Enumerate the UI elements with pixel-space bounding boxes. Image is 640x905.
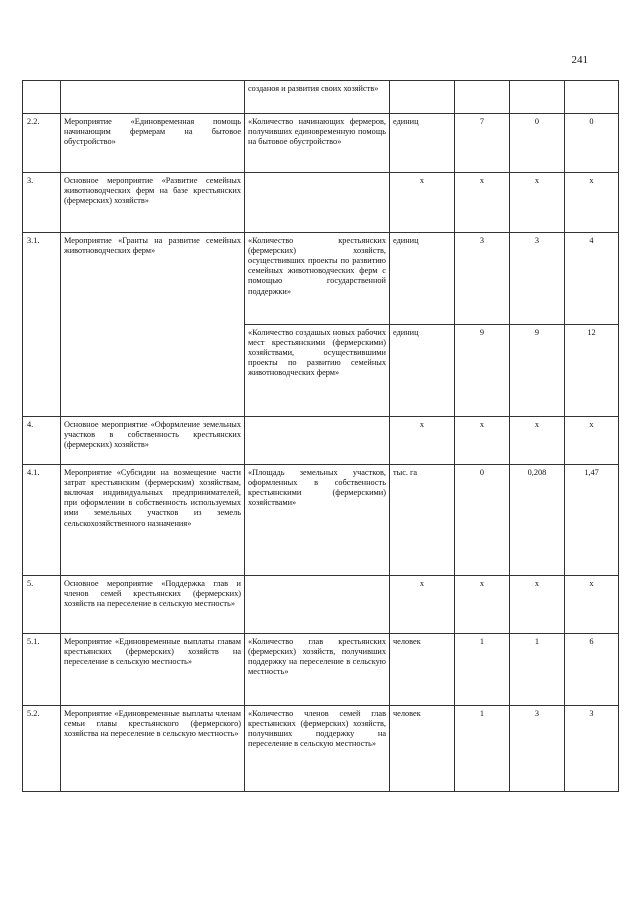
value-cell: х xyxy=(510,173,565,233)
table-row xyxy=(23,634,619,706)
indicator-text xyxy=(245,417,390,465)
unit-cell: х xyxy=(390,576,455,634)
table-row xyxy=(23,706,619,792)
page-number: 241 xyxy=(571,54,588,66)
value-cell: 1 xyxy=(510,634,565,706)
value-cell: 0 xyxy=(510,114,565,173)
value-cell: х xyxy=(455,576,510,634)
value-cell: 1 xyxy=(455,634,510,706)
table-row xyxy=(23,173,619,233)
measures-table xyxy=(22,80,619,792)
value-cell xyxy=(455,81,510,114)
unit-cell: человек xyxy=(390,634,455,706)
row-number: 3. xyxy=(23,173,61,233)
unit-cell xyxy=(390,81,455,114)
unit-cell: единиц xyxy=(390,233,455,325)
value-cell: х xyxy=(510,417,565,465)
value-cell: 3 xyxy=(565,706,619,792)
value-cell: 6 xyxy=(565,634,619,706)
value-cell: 3 xyxy=(510,233,565,325)
value-cell: 1,47 xyxy=(565,465,619,576)
value-cell: 4 xyxy=(565,233,619,325)
value-cell: х xyxy=(565,417,619,465)
indicator-text: «Количество глав крестьянских (фермерских) хозяйств, получивших поддержку на переселение в сельскую местность» xyxy=(245,634,390,706)
indicator-text: «Количество членов семей глав крестьянских (фермерских) хозяйств, получивших поддержку на переселение в сельскую местность» xyxy=(245,706,390,792)
table-row xyxy=(23,465,619,576)
measure-name: Мероприятие «Единовременные выплаты главам крестьянских (фермерских) хозяйств на переселение в сельскую местность» xyxy=(61,634,245,706)
value-cell xyxy=(510,81,565,114)
value-cell: 0 xyxy=(455,465,510,576)
value-cell xyxy=(565,81,619,114)
row-number xyxy=(23,81,61,114)
row-number: 5.1. xyxy=(23,634,61,706)
indicator-text: «Площадь земельных участков, оформленных в собственность крестьянскими (фермерскими) хозяйствами» xyxy=(245,465,390,576)
measure-name: Мероприятие «Гранты на развитие семейных животноводческих ферм» xyxy=(61,233,245,417)
value-cell: 0 xyxy=(565,114,619,173)
unit-cell: единиц xyxy=(390,114,455,173)
table-row xyxy=(23,576,619,634)
value-cell: х xyxy=(455,417,510,465)
indicator-text: «Количество начинающих фермеров, получивших единовременную помощь на бытовое обустройство» xyxy=(245,114,390,173)
value-cell: 9 xyxy=(510,325,565,417)
measure-name: Основное мероприятие «Оформление земельных участков в собственность крестьянских (фермерских) хозяйств» xyxy=(61,417,245,465)
value-cell: 9 xyxy=(455,325,510,417)
indicator-text xyxy=(245,173,390,233)
row-number: 5. xyxy=(23,576,61,634)
unit-cell: х xyxy=(390,417,455,465)
unit-cell: человек xyxy=(390,706,455,792)
unit-cell: х xyxy=(390,173,455,233)
measure-name: Мероприятие «Единовременная помощь начинающим фермерам на бытовое обустройство» xyxy=(61,114,245,173)
value-cell: 7 xyxy=(455,114,510,173)
row-number: 4. xyxy=(23,417,61,465)
value-cell: х xyxy=(565,173,619,233)
indicator-text: «Количество создашых новых рабочих мест крестьянскими (фермерскими) хозяйствами, осуществившими проекты по развитию семейных животноводческих ферм» xyxy=(245,325,390,417)
row-number: 2.2. xyxy=(23,114,61,173)
measure-name: Мероприятие «Субсидии на возмещение части затрат крестьянским (фермерским) хозяйствам, включая индивидуальных предпринимателей, при оформлении в собственность используемых ими земельных участков из земель сельскохозяйственного назначения» xyxy=(61,465,245,576)
measure-name: Основное мероприятие «Развитие семейных животноводческих ферм на базе крестьянских (фермерских) хозяйств» xyxy=(61,173,245,233)
indicator-text: «Количество крестьянских (фермерских) хозяйств, осуществивших проекты по развитию семейных животноводческих ферм с помощью государственной поддержки» xyxy=(245,233,390,325)
indicator-text: созданоя и развития своих хозяйств» xyxy=(245,81,390,114)
value-cell: х xyxy=(455,173,510,233)
indicator-text xyxy=(245,576,390,634)
measure-name: Мероприятие «Единовременные выплаты членам семьи главы крестьянского (фермерского) хозяйства на переселение в сельскую местность» xyxy=(61,706,245,792)
table-row xyxy=(23,233,619,325)
unit-cell: тыс. га xyxy=(390,465,455,576)
table-row xyxy=(23,114,619,173)
value-cell: х xyxy=(510,576,565,634)
measure-name xyxy=(61,81,245,114)
row-number: 5.2. xyxy=(23,706,61,792)
row-number: 3.1. xyxy=(23,233,61,417)
table-row xyxy=(23,417,619,465)
unit-cell: единиц xyxy=(390,325,455,417)
row-number: 4.1. xyxy=(23,465,61,576)
value-cell: х xyxy=(565,576,619,634)
value-cell: 1 xyxy=(455,706,510,792)
value-cell: 3 xyxy=(455,233,510,325)
value-cell: 12 xyxy=(565,325,619,417)
measure-name: Основное мероприятие «Поддержка глав и членов семей крестьянских (фермерских) хозяйств на переселение в сельскую местность» xyxy=(61,576,245,634)
value-cell: 3 xyxy=(510,706,565,792)
value-cell: 0,208 xyxy=(510,465,565,576)
table-row xyxy=(23,81,619,114)
